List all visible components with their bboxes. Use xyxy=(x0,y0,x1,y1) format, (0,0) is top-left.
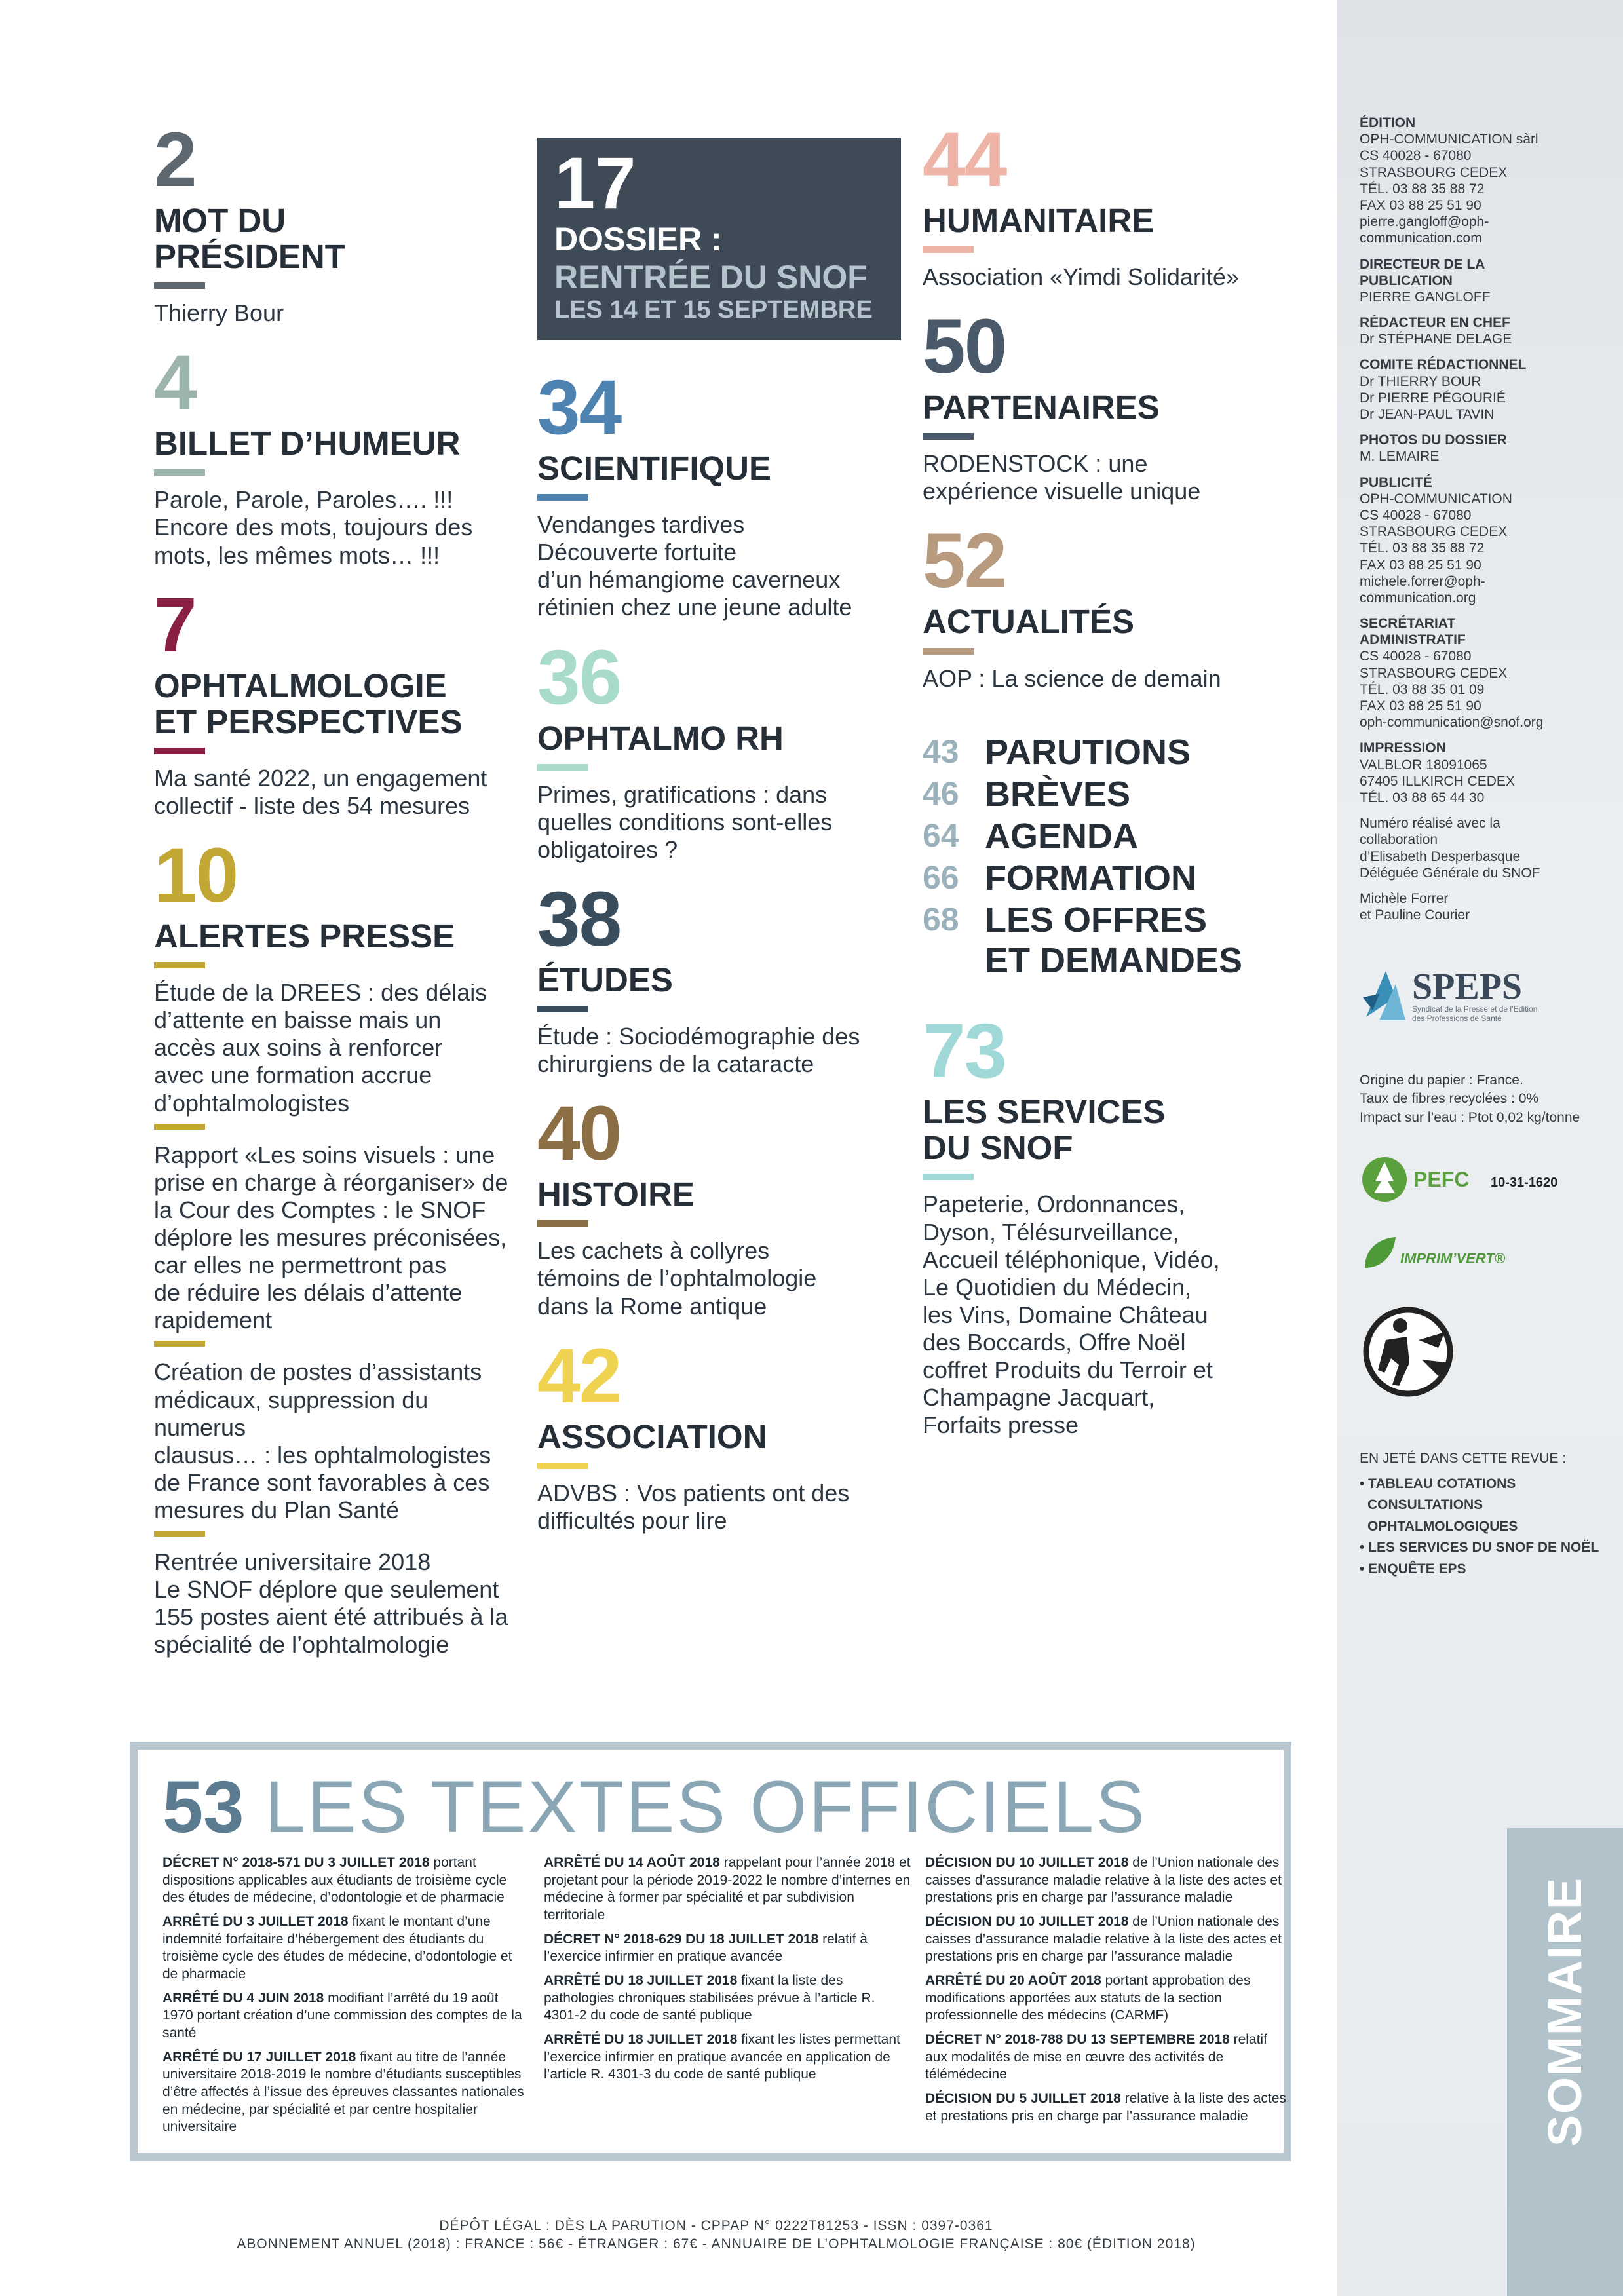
speps-subtitle: Syndicat de la Presse et de l’Edition xyxy=(1412,1004,1538,1014)
textes-column-1 xyxy=(162,1854,529,2143)
official-text-description: fixant les listes permettant l’exercice infirmier en pratique avancée en application de l’article R. 4301-3 du code de santé publique xyxy=(544,2031,900,2082)
text-line: d’un hémangiome caverneux xyxy=(537,566,841,594)
mini-toc-item[interactable] xyxy=(923,858,1303,898)
official-text-description: fixant la liste des pathologies chroniques stabilisées prévue à l’article R. 4301-2 du code de santé publique xyxy=(544,1972,875,2023)
section-title: HISTOIRE xyxy=(537,1176,695,1214)
section-etudes[interactable] xyxy=(537,875,901,1078)
colophon-block xyxy=(1360,474,1609,607)
section-title: ASSOCIATION xyxy=(537,1417,767,1455)
official-text-description: de l’Union nationale des caisses d’assurance maladie relative à la liste des actes et prestations pris en charge par l’assurance maladie xyxy=(925,1913,1282,1964)
text-line: Forfaits presse xyxy=(923,1411,1079,1439)
section-title: ACTUALITÉS xyxy=(923,603,1134,641)
section-title xyxy=(923,1094,1303,1166)
section-text xyxy=(537,781,901,864)
page-number: 40 xyxy=(537,1090,621,1177)
official-text-entry[interactable] xyxy=(544,1931,911,1966)
text-line: Rapport «Les soins visuels : une xyxy=(154,1141,495,1168)
section-alertes-presse[interactable] xyxy=(154,832,518,1658)
pefc-tree-icon xyxy=(1360,1150,1582,1209)
section-divider xyxy=(923,246,974,253)
colophon-line: STRASBOURG CEDEX xyxy=(1360,524,1508,540)
colophon-line: Dr STÉPHANE DELAGE xyxy=(1360,332,1512,347)
text-line: car elles ne permettront pas xyxy=(154,1252,447,1279)
text-line: prise en charge à réorganiser» de xyxy=(154,1168,508,1196)
text-line: Papeterie, Ordonnances, xyxy=(923,1191,1185,1218)
section-partenaires[interactable] xyxy=(923,303,1303,505)
colophon-line: TÉL. 03 88 35 88 72 xyxy=(1360,541,1485,556)
colophon-block xyxy=(1360,615,1609,731)
section-divider xyxy=(154,282,205,289)
section-ophtalmo-rh[interactable] xyxy=(537,634,901,864)
official-text-entry[interactable] xyxy=(162,1990,529,2042)
inserts-list xyxy=(1360,1448,1602,1580)
colophon-line: FAX 03 88 25 51 90 xyxy=(1360,557,1481,573)
paper-info xyxy=(1360,1071,1580,1127)
triman-logo xyxy=(1360,1301,1464,1409)
paper-line: Origine du papier : France. xyxy=(1360,1073,1523,1088)
official-text-reference: ARRÊTÉ DU 20 AOÛT 2018 xyxy=(925,1972,1101,1988)
colophon-line: CS 40028 - 67080 xyxy=(1360,649,1472,664)
text-line: d’ophtalmologistes xyxy=(154,1089,350,1117)
mini-toc-item[interactable] xyxy=(923,774,1303,814)
colophon-block xyxy=(1360,815,1609,881)
section-text xyxy=(154,765,518,820)
colophon-line: Michèle Forrer xyxy=(1360,890,1449,906)
pefc-code: 10-31-1620 xyxy=(1491,1176,1558,1190)
section-divider xyxy=(154,962,205,968)
page-number: 38 xyxy=(537,875,621,963)
mini-toc-title: FORMATION xyxy=(985,858,1196,898)
section-scientifique[interactable] xyxy=(537,364,901,622)
text-line: difficultés pour lire xyxy=(537,1506,727,1534)
colophon-line: Numéro réalisé avec la xyxy=(1360,816,1500,832)
official-text-entry[interactable] xyxy=(162,1854,529,1907)
text-line: rapidement xyxy=(154,1307,273,1334)
colophon-heading: IMPRESSION xyxy=(1360,740,1446,756)
section-title: PARTENAIRES xyxy=(923,389,1160,427)
leaf-icon xyxy=(1360,1232,1556,1278)
section-dossier[interactable] xyxy=(537,138,901,340)
text-line: avec une formation accrue xyxy=(154,1062,432,1089)
section-divider xyxy=(154,748,205,754)
page-number: 44 xyxy=(923,117,1006,203)
text-line: des Boccards, Offre Noël xyxy=(923,1328,1186,1356)
speps-logo xyxy=(1360,958,1556,1033)
colophon-heading: PUBLICATION xyxy=(1360,273,1453,288)
page-number: 46 xyxy=(923,775,959,812)
text-line: clausus… : les ophtalmologistes xyxy=(154,1441,491,1468)
colophon-heading: COMITE RÉDACTIONNEL xyxy=(1360,357,1527,373)
text-line: Le Quotidien du Médecin, xyxy=(923,1273,1192,1301)
colophon-line: PIERRE GANGLOFF xyxy=(1360,289,1491,305)
text-line: obligatoires ? xyxy=(537,835,678,863)
text-line: accès aux soins à renforcer xyxy=(154,1034,443,1062)
text-line: RODENSTOCK : une xyxy=(923,450,1148,478)
colophon-heading: PUBLICITÉ xyxy=(1360,474,1432,490)
colophon-line: communication.org xyxy=(1360,590,1476,605)
text-line: Étude : Sociodémographie des xyxy=(537,1023,860,1050)
colophon-heading: PHOTOS DU DOSSIER xyxy=(1360,432,1507,448)
text-line: dans la Rome antique xyxy=(537,1292,767,1320)
section-text xyxy=(923,450,1303,505)
title-line: OPHTALMOLOGIE xyxy=(154,666,447,704)
recycling-triman-icon xyxy=(1360,1301,1464,1406)
text-line: Vendanges tardives xyxy=(537,511,745,539)
section-text xyxy=(537,1480,901,1535)
official-text-entry[interactable] xyxy=(925,1854,1292,1907)
page-number: 10 xyxy=(154,832,238,919)
page-number: 68 xyxy=(923,901,959,938)
section-text xyxy=(154,486,518,569)
mini-toc-item[interactable] xyxy=(923,900,1303,981)
text-line: de réduire les délais d’attente xyxy=(154,1279,463,1307)
pefc-label: PEFC xyxy=(1413,1168,1470,1191)
text-line: expérience visuelle unique xyxy=(923,478,1201,505)
colophon-block xyxy=(1360,432,1609,465)
section-text xyxy=(537,511,901,621)
official-text-reference: DÉCISION DU 10 JUILLET 2018 xyxy=(925,1855,1129,1870)
text-line: collectif - liste des 54 mesures xyxy=(154,792,470,819)
colophon-line: Dr PIERRE PÉGOURIÉ xyxy=(1360,390,1506,406)
imprimvert-label: IMPRIM’VERT® xyxy=(1400,1250,1506,1267)
page-number: 53 xyxy=(162,1766,244,1848)
page-number: 7 xyxy=(154,581,196,668)
section-divider xyxy=(154,469,205,476)
colophon-line: CS 40028 - 67080 xyxy=(1360,148,1472,164)
section-text: Thierry Bour xyxy=(154,299,284,327)
page-number: 73 xyxy=(923,1008,1006,1095)
text-line: Les cachets à collyres xyxy=(537,1237,770,1265)
colophon-line: FAX 03 88 25 51 90 xyxy=(1360,197,1481,213)
colophon xyxy=(1360,115,1609,932)
page-number: 17 xyxy=(554,142,636,224)
item-divider xyxy=(154,1124,205,1130)
section-divider xyxy=(537,764,588,771)
official-text-entry[interactable] xyxy=(544,1972,911,2025)
official-text-reference: ARRÊTÉ DU 14 AOÛT 2018 xyxy=(544,1855,720,1870)
colophon-line: STRASBOURG CEDEX xyxy=(1360,665,1508,681)
official-text-entry[interactable] xyxy=(925,2090,1292,2125)
speps-name: SPEPS xyxy=(1412,966,1523,1007)
section-text xyxy=(537,1237,901,1320)
section-histoire[interactable] xyxy=(537,1090,901,1320)
dossier-dates: LES 14 ET 15 SEPTEMBRE xyxy=(554,296,873,324)
text-line: Primes, gratifications : dans xyxy=(537,780,828,808)
page-number: 2 xyxy=(154,117,196,203)
colophon-line: VALBLOR 18091065 xyxy=(1360,757,1487,773)
inserts-heading: EN JETÉ DANS CETTE REVUE : xyxy=(1360,1451,1567,1466)
mini-toc-title: BRÈVES xyxy=(985,774,1131,814)
official-text-description: rappelant pour l’année 2018 et projetant pour la période 2019-2022 le nombre d’internes en médecine à former par spécialité et par subdivision territoriale xyxy=(544,1855,911,1923)
text-line: de France sont favorables à ces xyxy=(154,1468,490,1496)
page-number: 43 xyxy=(923,733,959,770)
section-text xyxy=(537,1023,901,1078)
section-title: SCIENTIFIQUE xyxy=(537,450,772,487)
mini-toc-item[interactable] xyxy=(923,732,1303,773)
colophon-line: oph-communication@snof.org xyxy=(1360,715,1544,731)
toc-column-2 xyxy=(537,138,901,1552)
official-text-entry[interactable] xyxy=(925,1972,1292,2025)
paper-line: Taux de fibres recyclées : 0% xyxy=(1360,1091,1539,1107)
sommaire-label: SOMMAIRE xyxy=(1538,1877,1592,2147)
section-divider xyxy=(923,1174,974,1180)
colophon-line: pierre.gangloff@oph- xyxy=(1360,214,1489,230)
section-title xyxy=(154,668,518,740)
colophon-line: M. LEMAIRE xyxy=(1360,449,1440,465)
official-text-reference: DÉCRET N° 2018-629 DU 18 JUILLET 2018 xyxy=(544,1931,819,1947)
colophon-block xyxy=(1360,356,1609,423)
paper-line: Impact sur l’eau : Ptot 0,02 kg/tonne xyxy=(1360,1109,1580,1125)
page-number: 34 xyxy=(537,364,621,451)
textes-officiels-box[interactable] xyxy=(130,1742,1291,2161)
speps-subtitle: des Professions de Santé xyxy=(1412,1014,1502,1023)
page-number: 36 xyxy=(537,634,621,721)
colophon-line: TÉL. 03 88 35 01 09 xyxy=(1360,681,1485,697)
colophon-line: communication.com xyxy=(1360,231,1482,246)
official-text-reference: DÉCISION DU 10 JUILLET 2018 xyxy=(925,1913,1129,1929)
official-text-reference: ARRÊTÉ DU 18 JUILLET 2018 xyxy=(544,1972,738,1988)
mini-toc-item[interactable] xyxy=(923,816,1303,856)
section-title: HUMANITAIRE xyxy=(923,202,1155,239)
text-line: Étude de la DREES : des délais xyxy=(154,979,487,1006)
colophon-block xyxy=(1360,740,1609,806)
colophon-line: d’Elisabeth Desperbasque xyxy=(1360,849,1521,864)
dossier-title: RENTRÉE DU SNOF xyxy=(554,259,868,296)
section-divider xyxy=(923,648,974,655)
section-humanitaire[interactable] xyxy=(923,117,1303,291)
alert-item[interactable] xyxy=(154,979,518,1130)
section-title: ÉTUDES xyxy=(537,961,673,999)
text-line: Encore des mots, toujours des xyxy=(154,514,473,541)
official-text-entry[interactable] xyxy=(162,1913,529,1983)
page-number: 4 xyxy=(154,339,196,427)
text-line: les Vins, Domaine Château xyxy=(923,1301,1208,1328)
title-line: ET PERSPECTIVES xyxy=(154,702,463,740)
section-title: LES TEXTES OFFICIELS xyxy=(264,1766,1147,1848)
page-number: 52 xyxy=(923,518,1006,605)
section-divider xyxy=(923,433,974,440)
section-services-snof[interactable] xyxy=(923,1008,1303,1439)
text-line: Création de postes d’assistants xyxy=(154,1358,482,1386)
title-line: DU SNOF xyxy=(923,1129,1073,1167)
dossier-label: DOSSIER : xyxy=(554,221,722,258)
official-text-entry[interactable] xyxy=(925,2031,1292,2084)
section-billet-humeur[interactable] xyxy=(154,339,518,569)
text-line: Dyson, Télésurveillance, xyxy=(923,1218,1179,1246)
mini-toc-title xyxy=(985,900,1242,981)
text-line: témoins de l’ophtalmologie xyxy=(537,1265,817,1292)
official-text-reference: ARRÊTÉ DU 3 JUILLET 2018 xyxy=(162,1913,349,1929)
section-text: Association «Yimdi Solidarité» xyxy=(923,263,1239,291)
colophon-heading: ADMINISTRATIF xyxy=(1360,632,1466,648)
section-divider xyxy=(537,1463,588,1469)
colophon-line: et Pauline Courier xyxy=(1360,908,1470,923)
alert-item[interactable] xyxy=(154,1358,518,1537)
legal-footer-line: DÉPÔT LÉGAL : DÈS LA PARUTION - CPPAP N° 0222T81253 - ISSN : 0397-0361 xyxy=(439,2218,993,2233)
colophon-line: collaboration xyxy=(1360,832,1438,848)
section-association[interactable] xyxy=(537,1332,901,1535)
colophon-heading: SECRÉTARIAT xyxy=(1360,616,1456,632)
insert-item: • TABLEAU COTATIONS CONSULTATIONS OPHTALMOLOGIQUES xyxy=(1360,1476,1518,1534)
textes-column-2 xyxy=(544,1854,911,2090)
official-text-description: de l’Union nationale des caisses d’assurance maladie relative à la liste des actes et prestations pris en charge par l’assurance maladie xyxy=(925,1855,1282,1905)
section-divider xyxy=(537,1220,588,1227)
text-line: d’attente en baisse mais un xyxy=(154,1006,442,1034)
page-number: 50 xyxy=(923,303,1006,391)
colophon-line: 67405 ILLKIRCH CEDEX xyxy=(1360,773,1515,789)
section-ophtalmologie-perspectives[interactable] xyxy=(154,581,518,820)
official-text-entry[interactable] xyxy=(544,2031,911,2084)
colophon-line: OPH-COMMUNICATION xyxy=(1360,491,1512,507)
text-line: mesures du Plan Santé xyxy=(154,1496,400,1523)
official-text-description: relatif aux modalités de mise en œuvre des activités de télémédecine xyxy=(925,2031,1267,2082)
colophon-heading: ÉDITION xyxy=(1360,115,1416,130)
mini-toc-title: AGENDA xyxy=(985,816,1139,856)
mini-toc-title: PARUTIONS xyxy=(985,732,1191,772)
page-number: 64 xyxy=(923,816,959,854)
official-text-description: portant approbation des modifications apportées aux statuts de la section professionnelle des médecins (CARMF) xyxy=(925,1972,1251,2023)
speps-icon xyxy=(1360,958,1556,1030)
toc-column-3 xyxy=(923,117,1303,1456)
alert-item[interactable] xyxy=(154,1141,518,1347)
official-text-reference: ARRÊTÉ DU 4 JUIN 2018 xyxy=(162,1990,324,2006)
section-actualites[interactable] xyxy=(923,518,1303,692)
section-divider xyxy=(537,1006,588,1012)
official-text-reference: DÉCRET N° 2018-788 DU 13 SEPTEMBRE 2018 xyxy=(925,2031,1230,2047)
colophon-block xyxy=(1360,890,1609,923)
text-line: Découverte fortuite xyxy=(537,539,737,566)
colophon-line: Dr JEAN-PAUL TAVIN xyxy=(1360,407,1495,422)
text-line: ADVBS : Vos patients ont des xyxy=(537,1479,850,1506)
official-text-reference: ARRÊTÉ DU 18 JUILLET 2018 xyxy=(544,2031,738,2047)
text-line: médicaux, suppression du numerus xyxy=(154,1386,429,1441)
text-line: coffret Produits du Terroir et xyxy=(923,1356,1213,1384)
text-line: Ma santé 2022, un engagement xyxy=(154,764,487,792)
colophon-line: CS 40028 - 67080 xyxy=(1360,507,1472,523)
subscription-footer-line: ABONNEMENT ANNUEL (2018) : FRANCE : 56€ - ÉTRANGER : 67€ - ANNUAIRE DE L’OPHTALMOLOGIE FRANÇAISE : 80€ (ÉDITION 2018) xyxy=(237,2236,1196,2251)
section-title: OPHTALMO RH xyxy=(537,719,784,757)
official-text-entry[interactable] xyxy=(162,2049,529,2136)
text-line: chirurgiens de la cataracte xyxy=(537,1050,814,1078)
text-line: Parole, Parole, Paroles…. !!! xyxy=(154,486,453,514)
textes-officiels-heading xyxy=(162,1766,1147,1848)
section-divider xyxy=(537,494,588,501)
text-line: Rentrée universitaire 2018 xyxy=(154,1548,431,1576)
colophon-heading: DIRECTEUR DE LA xyxy=(1360,256,1485,272)
section-title: ALERTES PRESSE xyxy=(154,917,455,955)
text-line: mots, les mêmes mots… !!! xyxy=(154,541,440,569)
colophon-line: TÉL. 03 88 65 44 30 xyxy=(1360,790,1485,805)
toc-column-1 xyxy=(154,117,518,1676)
official-text-description: portant dispositions applicables aux étudiants de troisième cycle des études de médecine, d’odontologie et de pharmacie xyxy=(162,1855,507,1905)
sommaire-label-wrap xyxy=(1507,1828,1623,2195)
text-line: Accueil téléphonique, Vidéo, xyxy=(923,1246,1220,1273)
text-line: quelles conditions sont-elles xyxy=(537,808,833,835)
insert-item: • ENQUÊTE EPS xyxy=(1360,1561,1466,1577)
colophon-line: michele.forrer@oph- xyxy=(1360,573,1485,589)
imprimvert-logo xyxy=(1360,1232,1556,1281)
title-line: MOT DU xyxy=(154,202,286,239)
section-title xyxy=(154,202,518,275)
title-line: PRÉSIDENT xyxy=(154,238,345,276)
alert-item[interactable] xyxy=(154,1548,518,1658)
colophon-line: OPH-COMMUNICATION sàrl xyxy=(1360,132,1538,147)
colophon-line: STRASBOURG CEDEX xyxy=(1360,164,1508,180)
text-line: Le SNOF déplore que seulement xyxy=(154,1576,499,1603)
section-text: AOP : La science de demain xyxy=(923,664,1221,692)
official-text-description: fixant au titre de l’année universitaire 2018-2019 le nombre d’étudiants susceptibles d’être affectés à l’issue des épreuves classantes nationales en médecine, par spécialité et par centre hospitalier universitaire xyxy=(162,2049,524,2135)
section-mot-du-president[interactable] xyxy=(154,117,518,327)
colophon-heading: RÉDACTEUR EN CHEF xyxy=(1360,315,1510,331)
text-line: rétinien chez une jeune adulte xyxy=(537,594,852,621)
text-line: spécialité de l’ophtalmologie xyxy=(154,1631,449,1658)
section-title: BILLET D’HUMEUR xyxy=(154,425,461,463)
official-text-reference: DÉCISION DU 5 JUILLET 2018 xyxy=(925,2090,1121,2106)
page-number: 42 xyxy=(537,1332,621,1419)
official-text-description: relatif à l’exercice infirmier en pratique avancée xyxy=(544,1931,868,1964)
colophon-block xyxy=(1360,115,1609,247)
text-line: déplore les mesures préconisées, xyxy=(154,1224,507,1251)
official-text-description: fixant le montant d’une indemnité forfaitaire d’hébergement des étudiants du troisième cycle des études de médecine, d’odontologie et de pharmacie xyxy=(162,1913,512,1981)
pefc-logo xyxy=(1360,1150,1582,1212)
page-number: 66 xyxy=(923,858,959,896)
text-line: la Cour des Comptes : le SNOF xyxy=(154,1196,486,1223)
official-text-reference: ARRÊTÉ DU 17 JUILLET 2018 xyxy=(162,2049,356,2065)
item-divider xyxy=(154,1341,205,1347)
colophon-line: TÉL. 03 88 35 88 72 xyxy=(1360,181,1485,197)
official-text-description: relative à la liste des actes et prestations pris en charge par l’assurance maladie xyxy=(925,2090,1286,2124)
official-text-entry[interactable] xyxy=(544,1854,911,1924)
insert-item: • LES SERVICES DU SNOF DE NOËL xyxy=(1360,1540,1599,1556)
official-text-description: modifiant l’arrêté du 19 août 1970 portant création d’une commission des comptes de la santé xyxy=(162,1990,522,2040)
colophon-line: Dr THIERRY BOUR xyxy=(1360,373,1481,389)
colophon-block xyxy=(1360,256,1609,306)
colophon-block xyxy=(1360,315,1609,347)
text-line: 155 postes aient été attribués à la xyxy=(154,1603,508,1631)
title-line: LES OFFRES xyxy=(985,900,1208,940)
official-text-reference: DÉCRET N° 2018-571 DU 3 JUILLET 2018 xyxy=(162,1855,430,1870)
item-divider xyxy=(154,1531,205,1537)
text-line: Champagne Jacquart, xyxy=(923,1384,1155,1411)
colophon-line: Déléguée Générale du SNOF xyxy=(1360,865,1540,881)
title-line: LES SERVICES xyxy=(923,1093,1166,1131)
textes-column-3 xyxy=(925,1854,1292,2132)
title-line: ET DEMANDES xyxy=(985,941,1243,981)
official-text-entry[interactable] xyxy=(925,1913,1292,1966)
mini-toc xyxy=(923,732,1303,982)
colophon-line: FAX 03 88 25 51 90 xyxy=(1360,698,1481,714)
section-text xyxy=(923,1191,1303,1439)
